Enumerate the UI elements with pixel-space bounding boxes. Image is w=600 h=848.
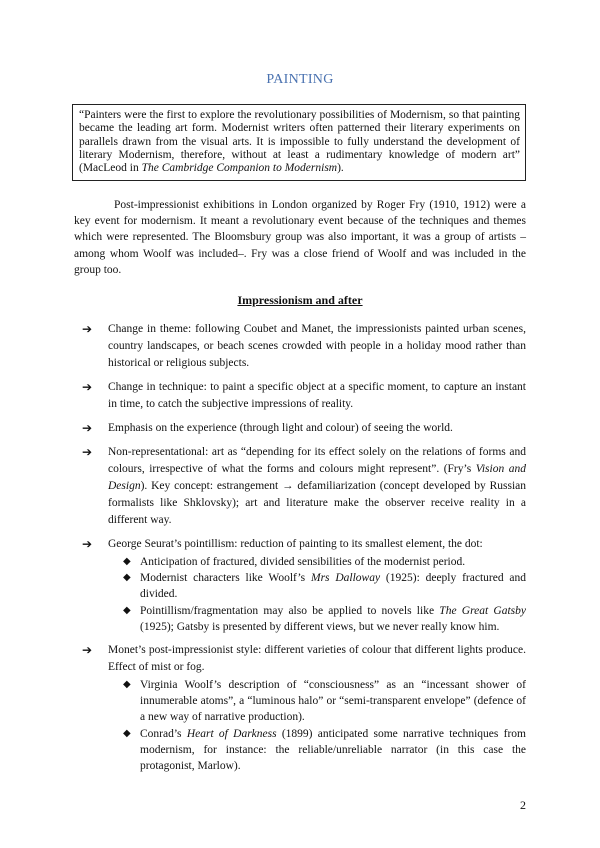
quote-source-title: The Cambridge Companion to Modernism bbox=[141, 162, 338, 175]
book-title: The Great Gatsby bbox=[439, 604, 526, 617]
diamond-icon: ◆ bbox=[123, 727, 131, 739]
bullet-text: ). Key concept: estrangement → defamiliarization (concept developed by Russian formalists like Shklovsky); art and literature make the observer receive reality in a different way. bbox=[108, 480, 526, 526]
sub-item bbox=[108, 603, 526, 635]
diamond-icon: ◆ bbox=[123, 556, 131, 567]
diamond-icon: ◆ bbox=[123, 572, 131, 584]
bullet-text: Non-representational: art as “depending for its effect solely on the relations of forms and colours, irrespective of what the forms and colours might represent”. (Fry’s bbox=[108, 446, 526, 475]
bullet-text: Monet’s post-impressionist style: different varieties of colour that different lights produce. Effect of mist or fog. bbox=[108, 644, 526, 674]
right-arrow-icon: ➔ bbox=[82, 537, 93, 551]
diamond-icon: ◆ bbox=[123, 679, 131, 691]
bullet-item bbox=[74, 444, 526, 529]
quote-text: “Painters were the first to explore the revolutionary possibilities of Modernism, so that painting became the leading art form. Modernist writers often patterned their literary experiments on parallels drawn from the visual arts. It is impossible to fully understand the development of literary Modernism, therefore, without at least a rudimentary knowledge of modern art” (MacLeod in bbox=[79, 109, 520, 175]
right-arrow-icon: ➔ bbox=[82, 643, 93, 658]
diamond-icon: ◆ bbox=[123, 604, 131, 616]
sub-item-text: Virginia Woolf’s description of “consciousness” as an “incessant shower of innumerable atoms”, a “luminous halo” or “semi-transparent envelope” (defence of a new way of narrative production). bbox=[140, 679, 526, 724]
sub-item-text: Modernist characters like Woolf’s bbox=[140, 572, 311, 585]
sub-item bbox=[108, 554, 526, 570]
bullet-item bbox=[74, 379, 526, 413]
bullet-text: Change in technique: to paint a specific object at a specific moment, to capture an instant in time, to catch the subjective impressions of reality. bbox=[108, 381, 526, 410]
right-arrow-icon: ➔ bbox=[82, 322, 93, 336]
sub-item-text: Pointillism/fragmentation may also be applied to novels like bbox=[140, 604, 440, 617]
sub-item-text: (1899) anticipated some narrative techniques from modernism, for instance: the reliable/unreliable narrator (in this case the protagonist, Marlow). bbox=[140, 727, 526, 773]
right-arrow-icon: ➔ bbox=[82, 380, 93, 394]
quote-end: ). bbox=[337, 162, 344, 175]
book-title: Heart of Darkness bbox=[186, 727, 277, 740]
bullet-item bbox=[74, 536, 526, 635]
bullet-list bbox=[74, 321, 526, 781]
sub-item bbox=[108, 677, 526, 726]
book-title: Vision and Design bbox=[108, 463, 526, 492]
bullet-text: Change in theme: following Coubet and Manet, the impressionists painted urban scenes, country landscapes, or beach scenes crowded with people in a holiday mood rather than historical or religious subjects. bbox=[108, 323, 526, 369]
sub-item-text: (1925); Gatsby is presented by different views, but we never really know him. bbox=[140, 620, 500, 633]
right-arrow-icon: ➔ bbox=[82, 421, 93, 435]
sub-list bbox=[108, 554, 526, 635]
sub-item bbox=[108, 726, 526, 775]
page-number: 2 bbox=[520, 798, 526, 812]
page-title: PAINTING bbox=[266, 72, 334, 87]
book-title: Mrs Dalloway bbox=[311, 572, 381, 585]
quote-box bbox=[72, 104, 526, 181]
bullet-item bbox=[74, 321, 526, 372]
section-heading: Impressionism and after bbox=[237, 293, 363, 307]
right-arrow-icon: ➔ bbox=[82, 445, 93, 459]
bullet-item bbox=[74, 642, 526, 774]
bullet-text: Emphasis on the experience (through light and colour) of seeing the world. bbox=[108, 422, 453, 434]
sub-item bbox=[108, 570, 526, 602]
bullet-item bbox=[74, 420, 526, 437]
intro-paragraph: Post-impressionist exhibitions in London organized by Roger Fry (1910, 1912) were a key event for modernism. It meant a revolutionary event because of the techniques and themes which were represented. The Bloomsbury group was also important, it was a group of artists –among whom Woolf was included–. Fry was a close friend of Woolf and was included in the group too. bbox=[74, 199, 526, 276]
sub-item-text: Anticipation of fractured, divided sensibilities of the modernist period. bbox=[140, 556, 466, 568]
sub-item-text: (1925): deeply fractured and divided. bbox=[140, 572, 526, 601]
sub-item-text: Conrad’s bbox=[140, 727, 187, 740]
sub-list bbox=[108, 677, 526, 774]
bullet-text: George Seurat’s pointillism: reduction of painting to its smallest element, the dot: bbox=[108, 538, 483, 550]
